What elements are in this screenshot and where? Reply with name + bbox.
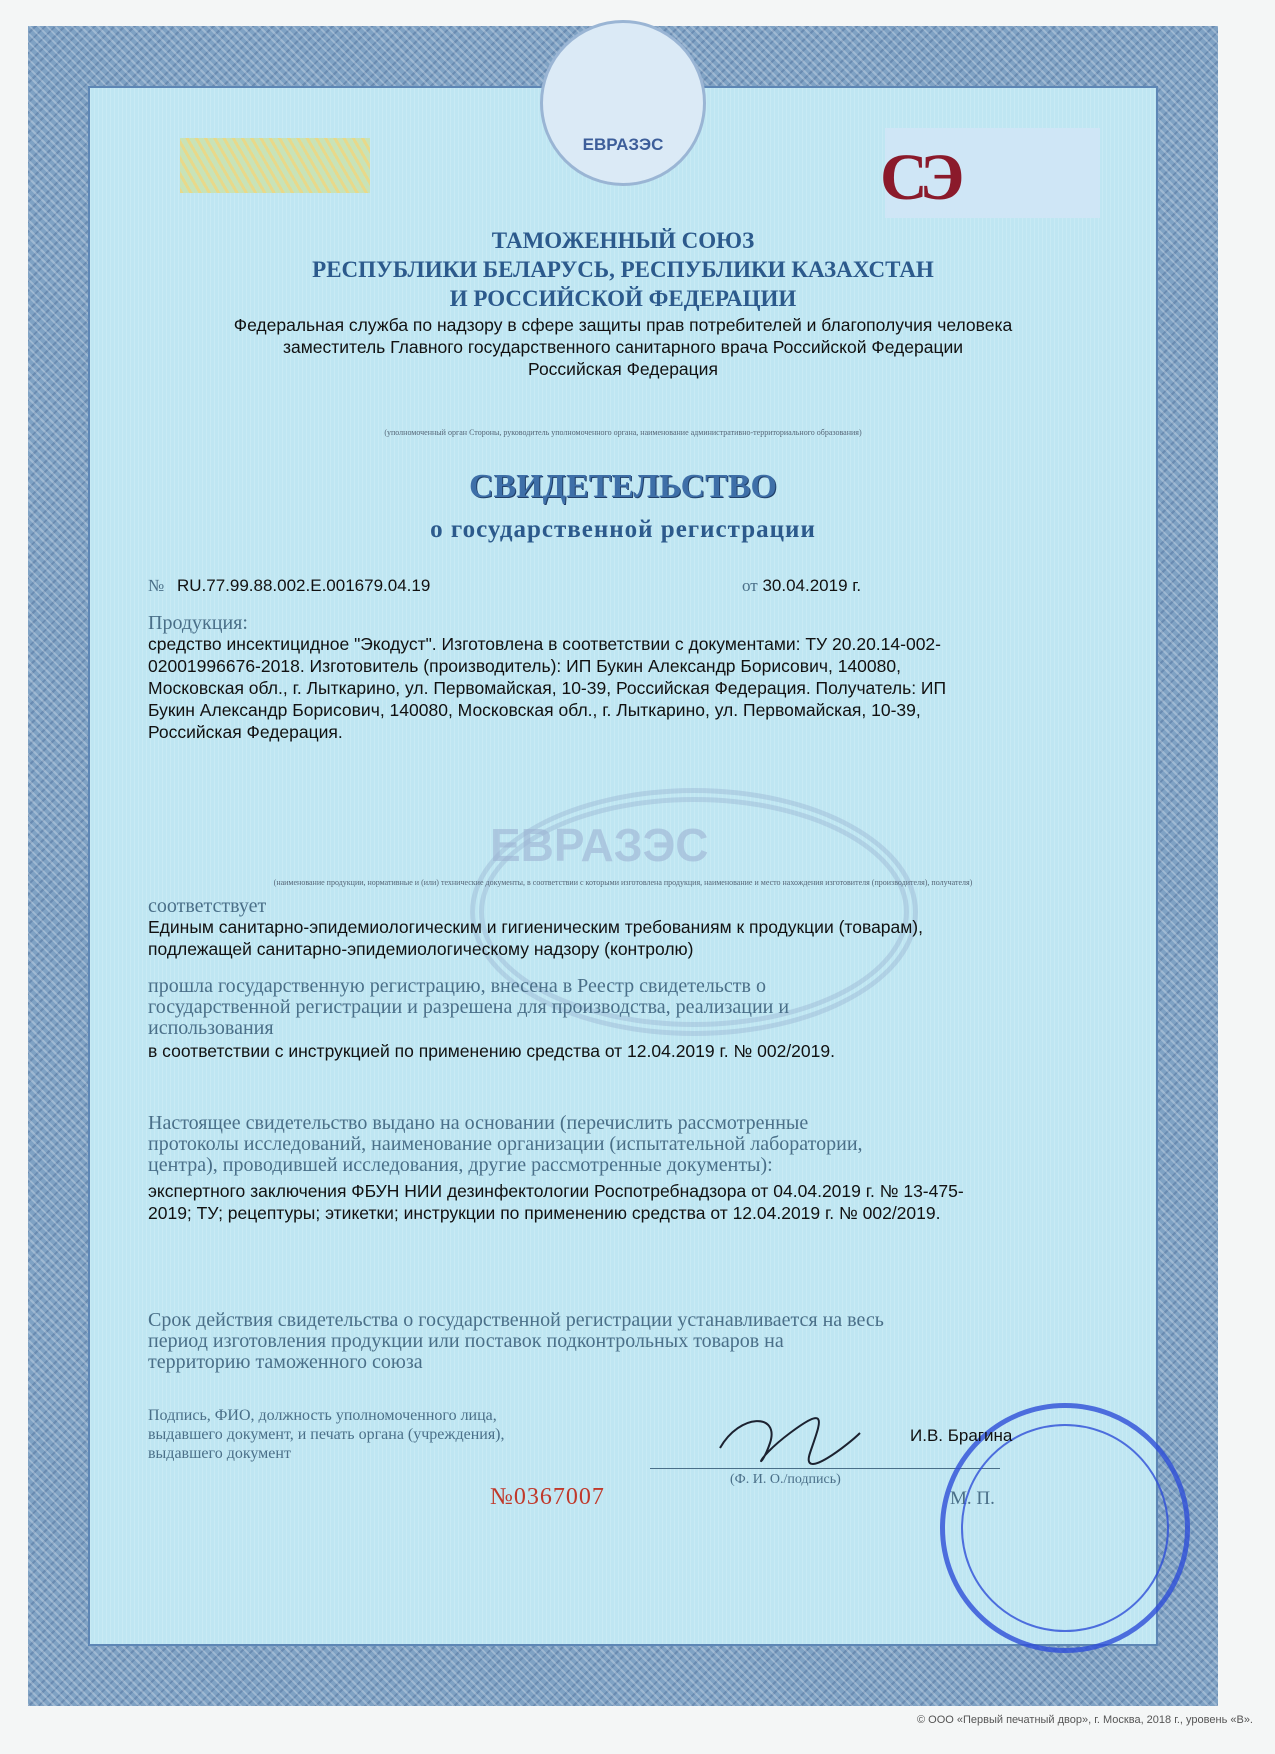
number-label: № <box>148 576 165 595</box>
registered-line: государственной регистрации и разрешена для производства, реализации и <box>148 996 790 1018</box>
authority-caption: (уполномоченный орган Стороны, руководитель уполномоченного органа, наименование административно-территориального образования) <box>384 428 862 437</box>
handwritten-signature <box>710 1403 870 1473</box>
conformity-mark: СЭ <box>880 141 957 214</box>
watermark-text: ЕВРАЗЭС <box>490 819 709 871</box>
signature-caption-line: выдавшего документ, и печать органа (учреждения), <box>148 1426 505 1443</box>
basis-detail: экспертного заключения ФБУН НИИ дезинфектологии Роспотребнадзора от 04.04.2019 г. № 13-475- <box>148 1181 964 1201</box>
date-label: от <box>742 576 758 595</box>
header-line: И РОССИЙСКОЙ ФЕДЕРАЦИИ <box>449 286 797 311</box>
authority-line: заместитель Главного государственного санитарного врача Российской Федерации <box>282 337 964 357</box>
document-subtitle: о государственной регистрации <box>430 516 816 543</box>
basis-line: центра), проводившей исследования, другие рассмотренные документы): <box>148 1154 773 1176</box>
registered-line: прошла государственную регистрацию, внесена в Реестр свидетельств о <box>148 975 766 997</box>
validity-line: Срок действия свидетельства о государственной регистрации устанавливается на весь <box>148 1309 884 1331</box>
conforms-line: подлежащей санитарно-эпидемиологическому надзору (контролю) <box>148 939 694 959</box>
product-line: средство инсектицидное "Экодуст". Изготовлена в соответствии с документами: ТУ 20.20.14-002- <box>148 634 941 654</box>
authority-line: Федеральная служба по надзору в сфере защиты прав потребителей и благополучия человека <box>233 315 1013 335</box>
product-caption: (наименование продукции, нормативные и (или) технические документы, в соответствии с которыми изготовлена продукция, наименование и место нахождения изготовителя (производителя), получателя) <box>273 878 973 887</box>
registered-detail: в соответствии с инструкцией по применению средства от 12.04.2019 г. № 002/2019. <box>148 1041 835 1061</box>
signature-caption-line: выдавшего документ <box>148 1445 291 1462</box>
emblem-label: ЕВРАЗЭС <box>582 135 664 154</box>
product-line: 02001996676-2018. Изготовитель (производитель): ИП Букин Александр Борисович, 140080, <box>148 656 901 676</box>
product-label: Продукция: <box>148 612 248 634</box>
eurasec-emblem <box>540 20 706 186</box>
printer-footer: © ООО «Первый печатный двор», г. Москва, 2018 г., уровень «В». <box>917 1714 1253 1726</box>
product-line: Российская Федерация. <box>148 722 343 742</box>
signature-caption-line: Подпись, ФИО, должность уполномоченного лица, <box>148 1407 497 1424</box>
serial-number: №0367007 <box>490 1484 605 1510</box>
validity-line: период изготовления продукции или поставок подконтрольных товаров на <box>148 1330 784 1352</box>
guilloche-frame <box>28 26 1218 1706</box>
registration-number: RU.77.99.88.002.Е.001679.04.19 <box>176 576 431 595</box>
conforms-label: соответствует <box>148 895 267 917</box>
signatory-name: И.В. Брагина <box>910 1426 1013 1445</box>
basis-detail: 2019; ТУ; рецептуры; этикетки; инструкции по применению средства от 12.04.2019 г. № 002/2019. <box>148 1203 941 1223</box>
authority-line: Российская Федерация <box>528 359 718 379</box>
basis-line: протоколы исследований, наименование организации (испытательной лаборатории, <box>148 1133 863 1155</box>
conforms-line: Единым санитарно-эпидемиологическим и гигиеническим требованиям к продукции (товарам), <box>148 917 923 937</box>
seal-place: М. П. <box>950 1488 995 1509</box>
header-line: ТАМОЖЕННЫЙ СОЮЗ <box>491 228 755 253</box>
validity-line: территорию таможенного союза <box>148 1351 423 1373</box>
product-line: Московская обл., г. Лыткарино, ул. Первомайская, 10-39, Российская Федерация. Получатель: ИП <box>148 678 947 698</box>
registration-date: 30.04.2019 г. <box>762 576 862 595</box>
hologram-strip <box>180 138 370 193</box>
document-title: СВИДЕТЕЛЬСТВО <box>469 468 777 505</box>
header-line: РЕСПУБЛИКИ БЕЛАРУСЬ, РЕСПУБЛИКИ КАЗАХСТАН <box>312 257 934 282</box>
certificate-body <box>88 86 1158 1646</box>
signature-field-caption: (Ф. И. О./подпись) <box>730 1472 841 1487</box>
registered-line: использования <box>148 1017 274 1039</box>
basis-line: Настоящее свидетельство выдано на основании (перечислить рассмотренные <box>148 1112 809 1134</box>
product-line: Букин Александр Борисович, 140080, Московская обл., г. Лыткарино, ул. Первомайская, 10-39, <box>148 700 921 720</box>
